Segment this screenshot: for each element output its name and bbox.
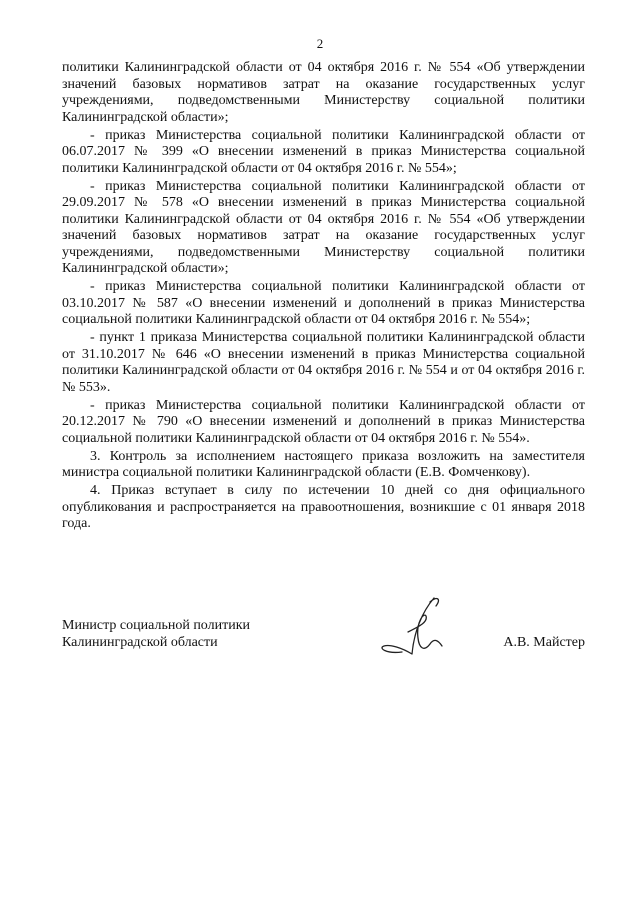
signature-block [62,618,585,678]
signatory-position-line-1: Министр социальной политики [62,618,251,633]
paragraph-control-clause: 3. Контроль за исполнением настоящего приказа возложить на заместителя министра социальной политики Калининградской области (Е.В. Фомченкову). [62,448,585,480]
page-number: 2 [316,36,324,51]
paragraph-effective-date: 4. Приказ вступает в силу по истечении 10 дней со дня официального опубликования и распространяется на правоотношения, возникшие с 01 января 2018 года. [62,483,585,531]
signatory-name: А.В. Майстер [503,634,585,650]
signatory-position-line-2: Калининградской области [62,634,218,650]
paragraph-order-790: - приказ Министерства социальной политики Калининградской области от 20.12.2017 № 790 «О внесении изменений и дополнений в приказ Министерства социальной политики Калининградской области от 04 октября 2016 г. № 554». [62,397,585,446]
paragraph-order-399: - приказ Министерства социальной политики Калининградской области от 06.07.2017 № 399 «О внесении изменений в приказ Министерства социальной политики Калининградской области от 04 октября 2016 г. № 554»; [62,127,585,176]
paragraph-continuation: политики Калининградской области от 04 октября 2016 г. № 554 «Об утверждении значений базовых нормативов затрат на оказание государственных услуг учреждениями, подведомственными Министерству социальной политики Калининградской области»; [62,60,585,125]
handwritten-signature [372,592,472,672]
paragraph-order-646: - пункт 1 приказа Министерства социальной политики Калининградской области от 31.10.2017 № 646 «О внесении изменений в приказ Министерства социальной политики Калининградской области от 04 октября 2016 г. № 554 и от 04 октября 2016 г. № 553». [62,330,585,395]
signatory-position [62,618,302,651]
paragraph-order-587: - приказ Министерства социальной политики Калининградской области от 03.10.2017 № 587 «О внесении изменений и дополнений в приказ Министерства социальной политики Калининградской области от 04 октября 2016 г. № 554»; [62,279,585,327]
paragraph-order-578: - приказ Министерства социальной политики Калининградской области от 29.09.2017 № 578 «О внесении изменений в приказ Министерства социальной политики Калининградской области от 04 октября 2016 г. № 554 «Об утверждении значений базовых нормативов затрат на оказание государственных услуг учреждениями, подведомственными Министерству социальной политики Калининградской области»; [62,178,585,276]
document-body [62,60,585,534]
